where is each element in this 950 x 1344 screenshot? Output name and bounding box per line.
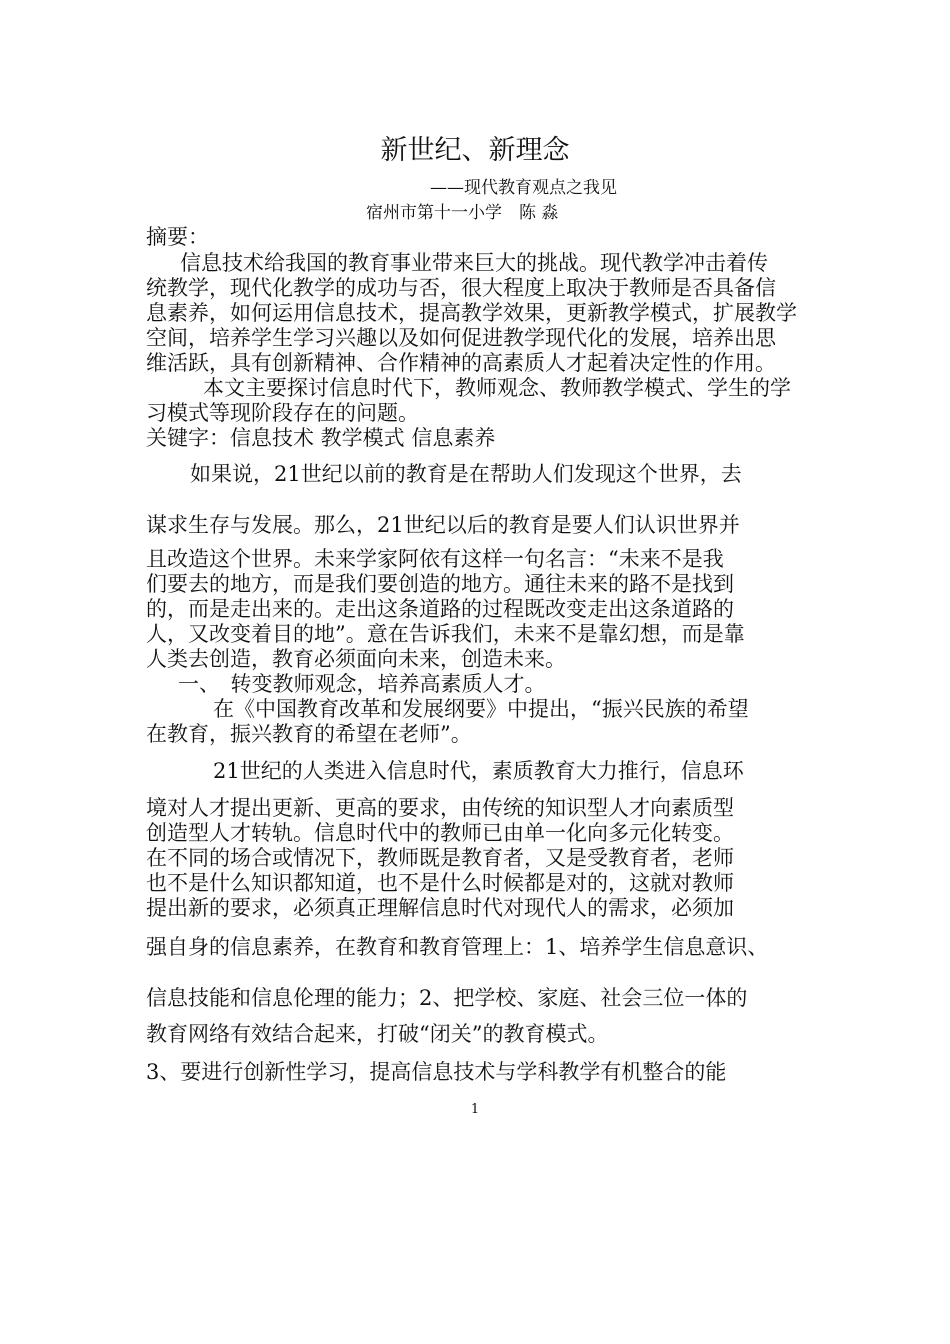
keywords-line: 关键字：信息技术 教学模式 信息素养 — [146, 426, 496, 450]
abstract-line: 统教学，现代化教学的成功与否，很大程度上取决于教师是否具备信 — [146, 276, 776, 300]
body-line: 21世纪的人类进入信息时代，素质教育大力推行，信息环 — [213, 759, 744, 783]
body-line: 的，而是走出来的。走出这条道路的过程既改变走出这条道路的 — [146, 597, 734, 621]
abstract-line: 息素养，如何运用信息技术，提高教学效果，更新教学模式，扩展教学 — [146, 301, 797, 325]
body-line: 3、要进行创新性学习，提高信息技术与学科教学有机整合的能 — [146, 1060, 727, 1084]
body-line: 在《中国教育改革和发展纲要》中提出，“振兴民族的希望 — [213, 697, 749, 721]
abstract-line: 维活跃，具有创新精神、合作精神的高素质人才起着决定性的作用。 — [146, 351, 776, 375]
section-heading: 一、 转变教师观念，培养高素质人才。 — [178, 672, 546, 696]
body-line: 教育网络有效结合起来，打破“闭关”的教育模式。 — [146, 1022, 609, 1046]
body-line: 如果说，21世纪以前的教育是在帮助人们发现这个世界，去 — [190, 462, 742, 486]
body-line: 强自身的信息素养，在教育和教育管理上：1、培养学生信息意识、 — [146, 935, 769, 959]
body-line: 创造型人才转轨。信息时代中的教师已由单一化向多元化转变。 — [146, 821, 734, 845]
document-title: 新世纪、新理念 — [380, 135, 570, 166]
body-line: 人，又改变着目的地”。意在告诉我们，未来不是靠幻想，而是靠 — [146, 622, 745, 646]
body-line: 信息技能和信息伦理的能力；2、把学校、家庭、社会三位一体的 — [146, 986, 748, 1010]
abstract-line: 空间，培养学生学习兴趣以及如何促进教学现代化的发展，培养出思 — [146, 326, 776, 350]
body-line: 谋求生存与发展。那么，21世纪以后的教育是要人们认识世界并 — [146, 513, 740, 537]
author-line: 宿州市第十一小学 陈 淼 — [366, 203, 559, 223]
body-line: 境对人才提出更新、更高的要求，由传统的知识型人才向素质型 — [146, 796, 734, 820]
body-line: 在不同的场合或情况下，教师既是教育者，又是受教育者，老师 — [146, 846, 734, 870]
body-line: 且改造这个世界。未来学家阿依有这样一句名言：“未来不是我 — [146, 547, 724, 571]
abstract-line: 习模式等现阶段存在的问题。 — [146, 401, 419, 425]
body-line: 提出新的要求，必须真正理解信息时代对现代人的需求，必须加 — [146, 896, 734, 920]
body-line: 也不是什么知识都知道，也不是什么时候都是对的，这就对教师 — [146, 871, 734, 895]
abstract-label: 摘要： — [146, 225, 209, 249]
body-line: 人类去创造，教育必须面向未来，创造未来。 — [146, 647, 566, 671]
abstract-line: 信息技术给我国的教育事业带来巨大的挑战。现代教学冲击着传 — [180, 251, 768, 275]
body-line: 在教育，振兴教育的希望在老师”。 — [146, 722, 472, 746]
document-subtitle: ——现代教育观点之我见 — [430, 178, 617, 198]
body-line: 们要去的地方，而是我们要创造的地方。通往未来的路不是找到 — [146, 572, 734, 596]
page-number: 1 — [470, 1102, 480, 1117]
abstract-line: 本文主要探讨信息时代下，教师观念、教师教学模式、学生的学 — [203, 376, 791, 400]
